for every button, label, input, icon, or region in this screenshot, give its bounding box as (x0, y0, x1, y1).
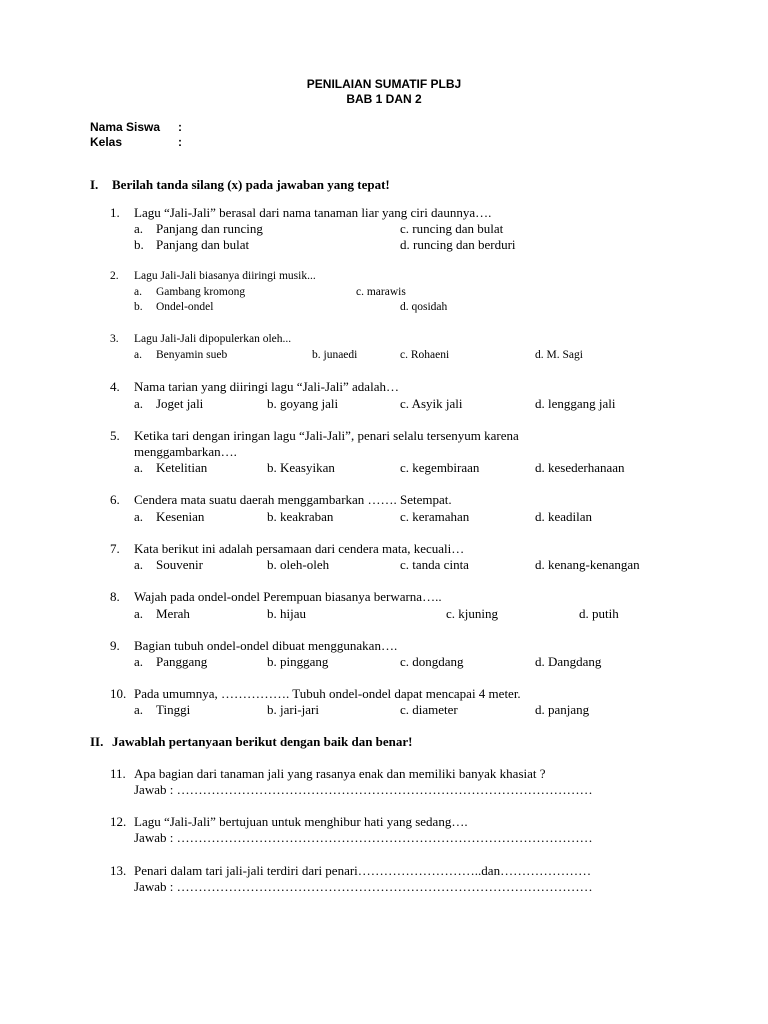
option-b: b. oleh-oleh (267, 557, 330, 572)
option-a: a. Panggang (134, 654, 208, 669)
option-a: a. Ketelitian (134, 460, 208, 475)
student-name-row (90, 120, 182, 134)
question-number: 6. (110, 492, 120, 507)
question-number: 2. (110, 270, 119, 282)
section-1-heading (90, 177, 390, 193)
class-label: Kelas (90, 135, 123, 149)
option-d: d. runcing dan berduri (400, 237, 516, 252)
option-b: b. junaedi (312, 349, 358, 361)
question-number: 11. (110, 766, 126, 781)
option-a: a. Panjang dan runcing (134, 221, 263, 236)
section-1-title: Berilah tanda silang (x) pada jawaban yang tepat! (112, 177, 390, 192)
question-number: 3. (110, 333, 119, 345)
option-d: d. kenang-kenangan (535, 557, 640, 572)
question-text: Apa bagian dari tanaman jali yang rasanya enak dan memiliki banyak khasiat ? (134, 766, 546, 781)
question-text-line-2: menggambarkan…. (134, 444, 237, 459)
question-text: Cendera mata suatu daerah menggambarkan ……. Setempat. (134, 492, 452, 507)
question-number: 10. (110, 686, 127, 701)
question-text: Nama tarian yang diiringi lagu “Jali-Jali” adalah… (134, 379, 399, 394)
option-b: b. hijau (267, 606, 306, 621)
option-d: d. lenggang jali (535, 396, 616, 411)
option-d: d. qosidah (400, 301, 448, 313)
option-d: d. Dangdang (535, 654, 602, 669)
class-row (90, 135, 182, 149)
student-name-colon: : (178, 120, 182, 134)
option-b: b. keakraban (267, 509, 334, 524)
question-text: Bagian tubuh ondel-ondel dibuat menggunakan…. (134, 638, 398, 653)
question-text: Lagu Jali-Jali biasanya diiringi musik... (134, 270, 316, 282)
document-subtitle: BAB 1 DAN 2 (346, 92, 422, 106)
option-a: a. Merah (134, 606, 190, 621)
option-a: a. Souvenir (134, 557, 203, 572)
document-title: PENILAIAN SUMATIF PLBJ (306, 77, 462, 91)
question-number: 12. (110, 814, 127, 829)
option-c: c. keramahan (400, 509, 470, 524)
option-b: b. jari-jari (267, 702, 319, 717)
option-c: c. kjuning (446, 606, 499, 621)
question-number: 8. (110, 589, 120, 604)
option-b: b. Keasyikan (267, 460, 335, 475)
option-a: a. Joget jali (134, 396, 204, 411)
option-d: d. putih (579, 606, 619, 621)
section-2-heading (90, 734, 413, 750)
option-b: b. Panjang dan bulat (134, 237, 250, 252)
option-d: d. panjang (535, 702, 590, 717)
answer-line[interactable]: Jawab : …………………………………………………………………………………… (134, 879, 593, 894)
question-text: Wajah pada ondel-ondel Perempuan biasanya berwarna….. (134, 589, 442, 604)
option-b: b. pinggang (267, 654, 329, 669)
question-number: 13. (110, 863, 127, 878)
option-a: a. Kesenian (134, 509, 205, 524)
option-c: c. runcing dan bulat (400, 221, 504, 236)
option-b: b. goyang jali (267, 396, 339, 411)
option-c: c. Asyik jali (400, 396, 463, 411)
option-c: c. Rohaeni (400, 349, 450, 361)
question-number: 7. (110, 541, 120, 556)
option-a: a. Benyamin sueb (134, 349, 228, 361)
option-c: c. dongdang (400, 654, 464, 669)
question-text: Ketika tari dengan iringan lagu “Jali-Jali”, penari selalu tersenyum karena (134, 428, 519, 443)
option-d: d. kesederhanaan (535, 460, 625, 475)
answer-line[interactable]: Jawab : …………………………………………………………………………………… (134, 830, 593, 845)
question-number: 1. (110, 205, 120, 220)
question-text: Lagu Jali-Jali dipopulerkan oleh... (134, 333, 292, 345)
question-number: 5. (110, 428, 120, 443)
answer-line[interactable]: Jawab : …………………………………………………………………………………… (134, 782, 593, 797)
option-c: c. diameter (400, 702, 458, 717)
option-c: c. tanda cinta (400, 557, 469, 572)
question-text: Lagu “Jali-Jali” berasal dari nama tanaman liar yang ciri daunnya…. (134, 205, 492, 220)
option-c: c. kegembiraan (400, 460, 480, 475)
question-text: Lagu “Jali-Jali” bertujuan untuk menghibur hati yang sedang…. (134, 814, 468, 829)
option-c: c. marawis (356, 286, 406, 298)
question-text: Kata berikut ini adalah persamaan dari cendera mata, kecuali… (134, 541, 465, 556)
question-text: Penari dalam tari jali-jali terdiri dari penari………………………..dan………………… (134, 863, 592, 878)
question-number: 9. (110, 638, 120, 653)
option-d: d. keadilan (535, 509, 593, 524)
question-number: 4. (110, 379, 120, 394)
option-b: b. Ondel-ondel (134, 301, 214, 313)
option-d: d. M. Sagi (535, 349, 583, 361)
option-a: a. Tinggi (134, 702, 191, 717)
section-2-number: II. (90, 734, 104, 749)
question-text: Pada umumnya, ……………. Tubuh ondel-ondel dapat mencapai 4 meter. (134, 686, 521, 701)
student-name-label: Nama Siswa (90, 120, 161, 134)
section-1-number: I. (90, 177, 99, 192)
section-2-title: Jawablah pertanyaan berikut dengan baik dan benar! (112, 734, 413, 749)
class-colon: : (178, 135, 182, 149)
option-a: a. Gambang kromong (134, 286, 246, 298)
